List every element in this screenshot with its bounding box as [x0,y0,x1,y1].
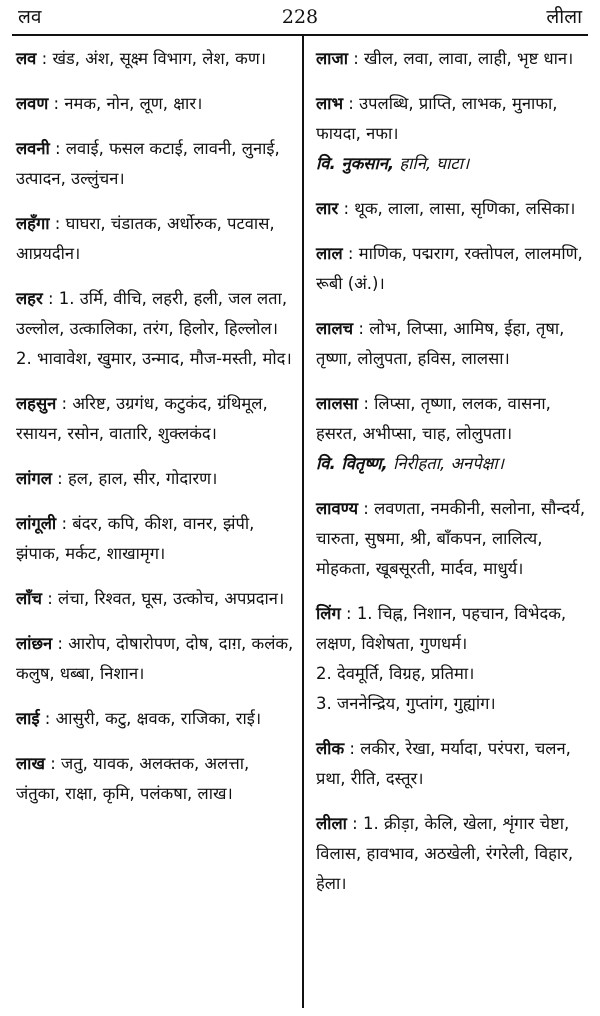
separator: : [344,739,361,758]
dictionary-entry [16,629,296,689]
antonym-words: हानि, घाटा। [394,154,470,173]
dictionary-entry [16,704,296,734]
dictionary-entry [16,134,296,194]
synonym-sense: नमक, नोन, लूण, क्षार। [64,94,203,113]
dictionary-entry [316,389,594,479]
synonym-sense: लवणता, नमकीनी, सलोना, सौन्दर्य, चारुता, सुषमा, श्री, बाँकपन, लालित्य, मोहकता, खूबसूरती, मार्दव, माधुर्य। [316,499,586,578]
headword: लालच [316,319,354,338]
synonym-sense: लकीर, रेखा, मर्यादा, परंपरा, चलन, प्रथा, रीति, दस्तूर। [316,739,571,788]
separator: : [346,814,363,833]
dictionary-entry [316,44,594,74]
separator: : [42,289,59,308]
synonym-sense: जतु, यावक, अलक्तक, अलत्ता, जंतुका, राक्षा, कृमि, पलंकषा, लाख। [16,754,250,803]
separator: : [49,139,66,158]
headword: लवण [16,94,49,113]
headword: लहर [16,289,43,308]
header-first-word: लव [18,6,42,28]
headword: लांगल [16,469,52,488]
dictionary-entry [316,494,594,584]
synonym-sense: खील, लवा, लावा, लाही, भृष्ट धान। [364,49,574,68]
antonyms [316,449,594,479]
dictionary-entry [316,599,594,719]
header-rule [12,34,588,36]
synonym-sense: लंचा, रिश्वत, घूस, उत्कोच, अपप्रदान। [58,589,285,608]
separator: : [49,214,66,233]
headword: लव [16,49,37,68]
dictionary-entry [16,44,296,74]
antonyms [316,149,594,179]
dictionary-entry [316,239,594,299]
dictionary-entry [16,89,296,119]
headword: लांछन [16,634,53,653]
separator: : [51,469,68,488]
synonym-sense: लवाई, फसल कटाई, लावनी, लुनाई, उत्पादन, उल्लुंचन। [16,139,280,188]
separator: : [39,709,56,728]
separator: : [48,94,65,113]
headword: लार [316,199,339,218]
synonym-sense: 1. क्रीड़ा, केलि, खेला, शृंगार चेष्टा, विलास, हावभाव, अठखेली, रंगरेली, विहार, हेला। [316,814,574,893]
separator: : [358,499,375,518]
synonym-sense: आरोप, दोषारोपण, दोष, दाग़, कलंक, कलुष, धब्बा, निशान। [16,634,294,683]
antonym-words: निरीहता, अनपेक्षा। [387,454,504,473]
headword: लाभ [316,94,344,113]
left-column [16,44,296,824]
headword: लिंग [316,604,341,623]
synonym-sense: घाघरा, चंडातक, अर्धोरुक, पटवास, आप्रयदीन। [16,214,275,263]
dictionary-entry [16,209,296,269]
synonym-sense: 2. भावावेश, खुमार, उन्माद, मौज-मस्ती, मोद। [16,349,292,368]
synonym-sense: माणिक, पद्मराग, रक्तोपल, लालमणि, रूबी (अं.)। [316,244,583,293]
synonym-sense: 3. जननेन्द्रिय, गुप्तांग, गुह्यांग। [316,694,496,713]
separator: : [347,49,365,68]
header-last-word: लीला [546,6,582,28]
synonym-sense: लोभ, लिप्सा, आमिष, ईहा, तृषा, तृष्णा, लोलुपता, हविस, लालसा। [316,319,565,368]
dictionary-entry [16,284,296,374]
headword: लालसा [316,394,359,413]
synonym-sense: अरिष्ट, उग्रगंध, कटुकंद, ग्रंथिमूल, रसायन, रसोन, वातारि, शुक्लकंद। [16,394,268,443]
synonym-sense: लिप्सा, तृष्णा, ललक, वासना, हसरत, अभीप्सा, चाह, लोलुपता। [316,394,551,443]
dictionary-entry [316,89,594,179]
dictionary-entry [316,809,594,899]
dictionary-entry [316,314,594,374]
headword: लवनी [16,139,50,158]
antonym-label: वि. वितृष्ण, [316,454,388,473]
separator: : [358,394,375,413]
headword: लीक [316,739,345,758]
page-header [18,4,582,30]
headword: लाजा [316,49,348,68]
synonym-sense: थूक, लाला, लासा, सृणिका, लसिका। [354,199,576,218]
separator: : [44,754,62,773]
headword: लहँगा [16,214,50,233]
synonym-sense: उपलब्धि, प्राप्ति, लाभक, मुनाफा, फायदा, नफा। [316,94,558,143]
synonym-sense: 1. उर्मि, वीचि, लहरी, हली, जल लता, उल्लोल, उत्कालिका, तरंग, हिलोर, हिल्लोल। [16,289,288,338]
headword: लाँच [16,589,42,608]
page-number: 228 [281,6,319,28]
synonym-sense: हल, हाल, सीर, गोदारण। [68,469,218,488]
dictionary-entry [316,734,594,794]
separator: : [52,634,69,653]
headword: लांगूली [16,514,57,533]
separator: : [56,514,73,533]
separator: : [343,94,360,113]
dictionary-entry [16,464,296,494]
synonym-sense: बंदर, कपि, कीश, वानर, झंपी, झंपाक, मर्कट, शाखामृग। [16,514,255,563]
separator: : [353,319,370,338]
headword: लाख [16,754,45,773]
synonym-sense: 2. देवमूर्ति, विग्रह, प्रतिमा। [316,664,475,683]
headword: लावण्य [316,499,359,518]
synonym-sense: 1. चिह्न, निशान, पहचान, विभेदक, लक्षण, विशेषता, गुणधर्म। [316,604,567,653]
synonym-sense: खंड, अंश, सूक्ष्म विभाग, लेश, कण। [52,49,267,68]
separator: : [340,604,357,623]
dictionary-entry [16,584,296,614]
dictionary-entry [16,749,296,809]
right-column [316,44,594,914]
separator: : [41,589,59,608]
headword: लाल [316,244,343,263]
column-divider [302,36,304,1008]
headword: लहसुन [16,394,57,413]
separator: : [338,199,355,218]
dictionary-entry [16,389,296,449]
synonym-sense: आसुरी, कटु, क्षवक, राजिका, राई। [55,709,262,728]
headword: लाई [16,709,40,728]
separator: : [56,394,73,413]
dictionary-entry [316,194,594,224]
headword: लीला [316,814,347,833]
separator: : [36,49,53,68]
dictionary-entry [16,509,296,569]
antonym-label: वि. नुकसान, [316,154,395,173]
separator: : [342,244,359,263]
